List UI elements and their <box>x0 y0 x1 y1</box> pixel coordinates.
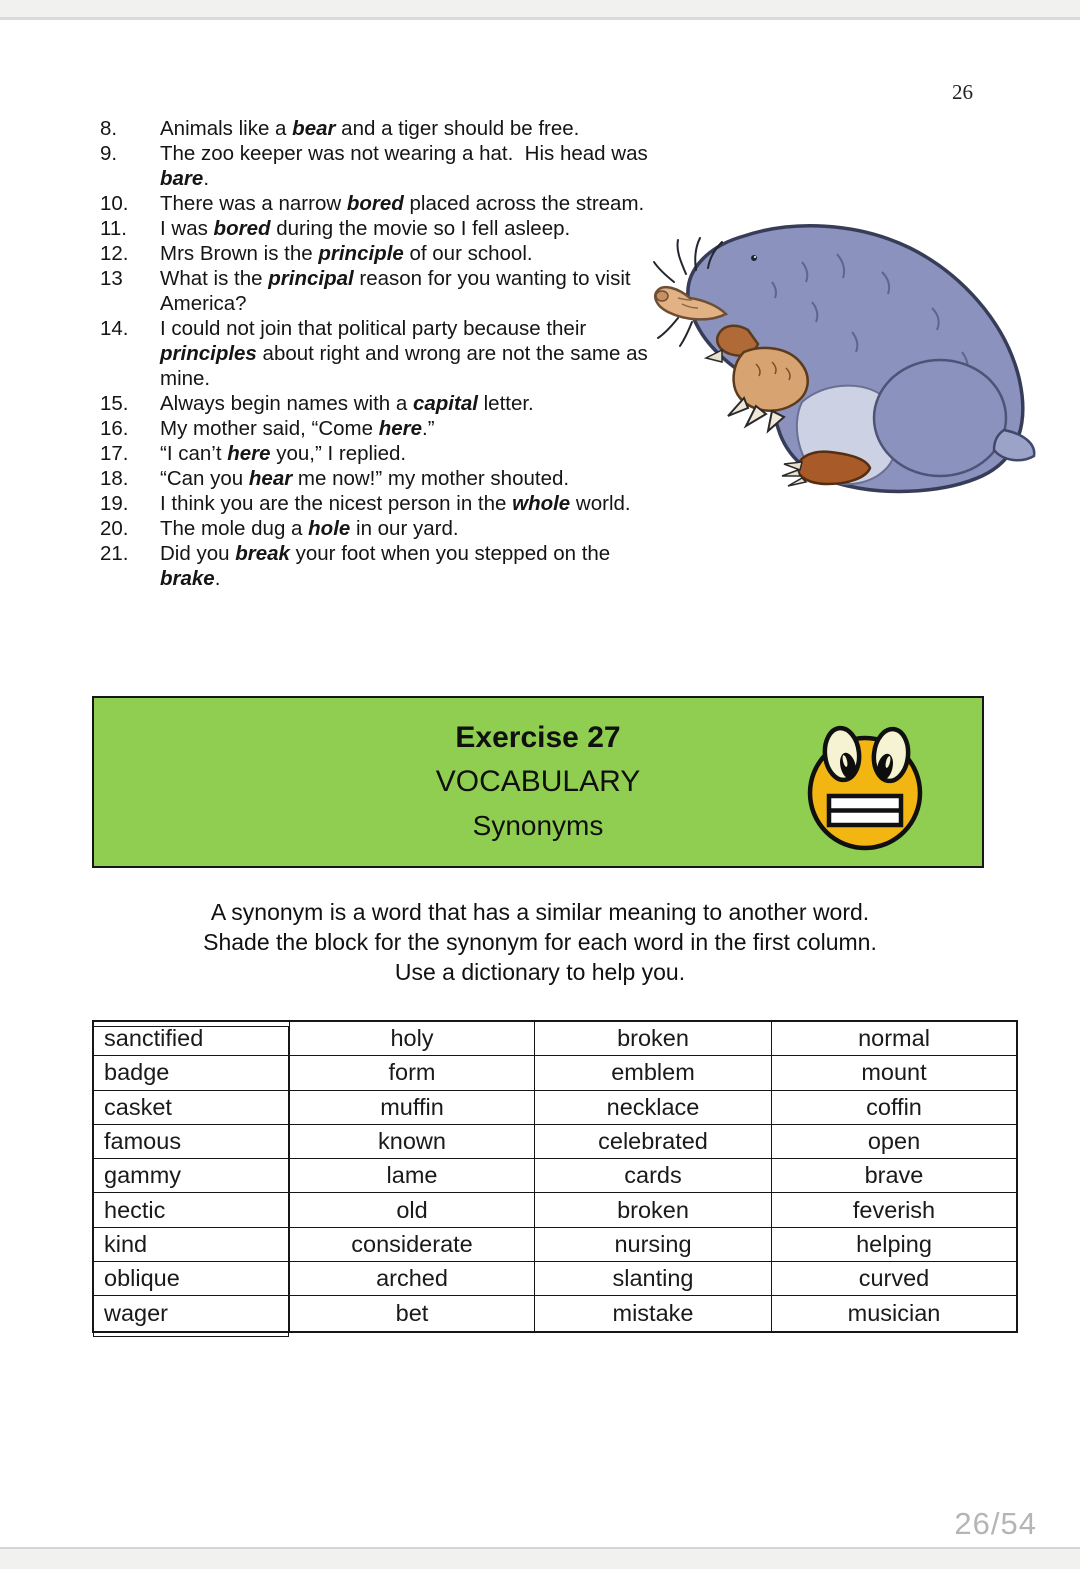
table-cell: brave <box>772 1159 1016 1193</box>
keyword: hear <box>248 467 293 490</box>
list-item-number: 19. <box>100 492 129 515</box>
table-cell: normal <box>772 1022 1016 1056</box>
table-cell: cards <box>535 1159 772 1193</box>
page-progress-indicator: 26/54 <box>954 1506 1037 1541</box>
table-cell: musician <box>847 1300 941 1327</box>
text-segment: placed across the stream. <box>403 192 645 215</box>
list-item-text <box>160 416 653 441</box>
keyword: principal <box>268 267 354 290</box>
list-item-number: 10. <box>100 192 129 215</box>
instruction-line: Use a dictionary to help you. <box>394 959 686 985</box>
text-segment: . <box>214 567 221 590</box>
list-item <box>100 541 660 591</box>
table-cell: celebrated <box>535 1125 772 1159</box>
text-segment: Always begin names with a <box>160 392 413 415</box>
text-segment: Did you <box>160 542 236 565</box>
text-segment: Mrs Brown is the <box>160 242 319 265</box>
table-cell: known <box>290 1125 535 1159</box>
text-segment: during the movie so I fell asleep. <box>270 217 571 240</box>
table-cell: wager <box>94 1296 290 1330</box>
keyword: break <box>235 542 290 565</box>
table-cell: feverish <box>772 1193 1016 1227</box>
table-cell: badge <box>94 1056 290 1090</box>
keyword: bored <box>213 217 271 240</box>
list-item-number: 16. <box>100 417 129 440</box>
table-cell: holy <box>290 1022 535 1056</box>
synonym-table <box>92 1020 1018 1333</box>
page-gap-bottom <box>0 1547 1080 1569</box>
instruction-line: Shade the block for the synonym for each word in the first column. <box>203 929 877 955</box>
list-item-text <box>160 391 653 416</box>
printed-page-number: 26 <box>952 80 973 104</box>
list-item <box>100 116 660 141</box>
list-item <box>100 141 660 191</box>
text-segment: .” <box>422 417 435 440</box>
list-item <box>100 491 660 516</box>
table-cell: necklace <box>535 1091 772 1125</box>
table-cell: nursing <box>535 1228 772 1262</box>
list-item-number: 20. <box>100 517 129 540</box>
list-item <box>100 191 660 216</box>
list-item-text <box>160 141 653 191</box>
exercise-banner <box>92 696 984 868</box>
text-segment: me now!” my mother shouted. <box>292 467 570 490</box>
exercise-title: Exercise 27 <box>455 721 621 754</box>
table-cell: gammy <box>94 1159 290 1193</box>
list-item <box>100 391 660 416</box>
list-item-number: 11. <box>100 217 127 240</box>
table-cell: open <box>772 1125 1016 1159</box>
text-segment: The zoo keeper was not wearing a hat. His head was <box>160 142 654 165</box>
text-segment: your foot when you stepped on the <box>289 542 616 565</box>
keyword: here <box>227 442 271 465</box>
table-cell: famous <box>94 1125 290 1159</box>
list-item-number: 21. <box>100 542 129 565</box>
list-item <box>100 266 660 316</box>
text-segment: My mother said, “Come <box>160 417 379 440</box>
mole-illustration <box>652 212 1042 502</box>
text-segment: The mole dug a <box>160 517 309 540</box>
text-segment: I could not join that political party because their <box>160 317 592 340</box>
list-item-text <box>160 316 653 391</box>
list-item-text <box>160 491 653 516</box>
text-segment: letter. <box>477 392 534 415</box>
homophone-sentence-list <box>100 116 660 591</box>
list-item <box>100 316 660 391</box>
text-segment: of our school. <box>403 242 533 265</box>
list-item-number: 14. <box>100 317 129 340</box>
table-cell: arched <box>290 1262 535 1296</box>
text-segment: . <box>203 167 210 190</box>
table-cell: broken <box>535 1022 772 1056</box>
list-item <box>100 241 660 266</box>
list-item-text <box>160 466 653 491</box>
list-item <box>100 441 660 466</box>
text-segment: I think you are the nicest person in the <box>160 492 513 515</box>
table-cell: curved <box>772 1262 1016 1296</box>
list-item-number: 12. <box>100 242 129 265</box>
list-item-number: 18. <box>100 467 129 490</box>
table-cell: mistake <box>535 1296 772 1330</box>
keyword: bored <box>346 192 404 215</box>
table-cell: coffin <box>772 1091 1016 1125</box>
text-segment: There was a narrow <box>160 192 347 215</box>
keyword: brake <box>160 567 215 590</box>
list-item-text <box>160 266 653 316</box>
exercise-subtitle: VOCABULARY <box>435 765 641 798</box>
keyword: principles <box>160 342 257 365</box>
text-segment: “I can’t <box>160 442 228 465</box>
text-segment: and a tiger should be free. <box>335 117 580 140</box>
list-item-number: 17. <box>100 442 129 465</box>
list-item-text <box>160 216 653 241</box>
list-item-text <box>160 441 653 466</box>
exercise-instructions <box>0 897 1080 987</box>
keyword: here <box>378 417 423 440</box>
table-cell: bet <box>290 1296 535 1330</box>
keyword: capital <box>412 392 478 415</box>
table-cell: mount <box>772 1056 1016 1090</box>
list-item-text <box>160 116 653 141</box>
table-cell: hectic <box>94 1193 290 1227</box>
list-item-text <box>160 516 653 541</box>
keyword: bear <box>292 117 336 140</box>
text-segment: What is the <box>160 267 269 290</box>
table-cell: slanting <box>535 1262 772 1296</box>
list-item-text <box>160 541 653 591</box>
keyword: principle <box>318 242 404 265</box>
text-segment: world. <box>570 492 631 515</box>
keyword: whole <box>512 492 571 515</box>
list-item <box>100 216 660 241</box>
list-item <box>100 416 660 441</box>
list-item-number: 8. <box>100 117 118 140</box>
table-cell: old <box>290 1193 535 1227</box>
list-item-number: 15. <box>100 392 129 415</box>
table-cell: emblem <box>535 1056 772 1090</box>
list-item-number: 9. <box>100 142 118 165</box>
grimace-smiley-icon <box>805 710 935 855</box>
table-cell: muffin <box>290 1091 535 1125</box>
table-cell: lame <box>290 1159 535 1193</box>
exercise-type: Synonyms <box>472 810 604 841</box>
text-segment: reason for you wanting to visit America? <box>160 267 636 315</box>
table-cell: sanctified <box>94 1022 290 1056</box>
keyword: hole <box>308 517 351 540</box>
keyword: bare <box>160 167 204 190</box>
text-segment: in our yard. <box>350 517 459 540</box>
text-segment: “Can you <box>160 467 249 490</box>
list-item-number: 13 <box>100 267 123 290</box>
list-item-text <box>160 241 653 266</box>
text-segment: Animals like a <box>160 117 293 140</box>
table-cell: form <box>290 1056 535 1090</box>
text-segment: about right and wrong are not the same as mine. <box>160 342 654 390</box>
text-segment: I was <box>160 217 214 240</box>
table-cell: helping <box>772 1228 1016 1262</box>
table-cell: kind <box>94 1228 290 1262</box>
table-cell: casket <box>94 1091 290 1125</box>
list-item <box>100 466 660 491</box>
instruction-line: A synonym is a word that has a similar meaning to another word. <box>210 899 870 925</box>
text-segment: you,” I replied. <box>270 442 407 465</box>
list-item <box>100 516 660 541</box>
table-cell: oblique <box>94 1262 290 1296</box>
list-item-text <box>160 191 653 216</box>
table-cell: broken <box>535 1193 772 1227</box>
page-gap-top <box>0 0 1080 20</box>
table-cell: considerate <box>290 1228 535 1262</box>
